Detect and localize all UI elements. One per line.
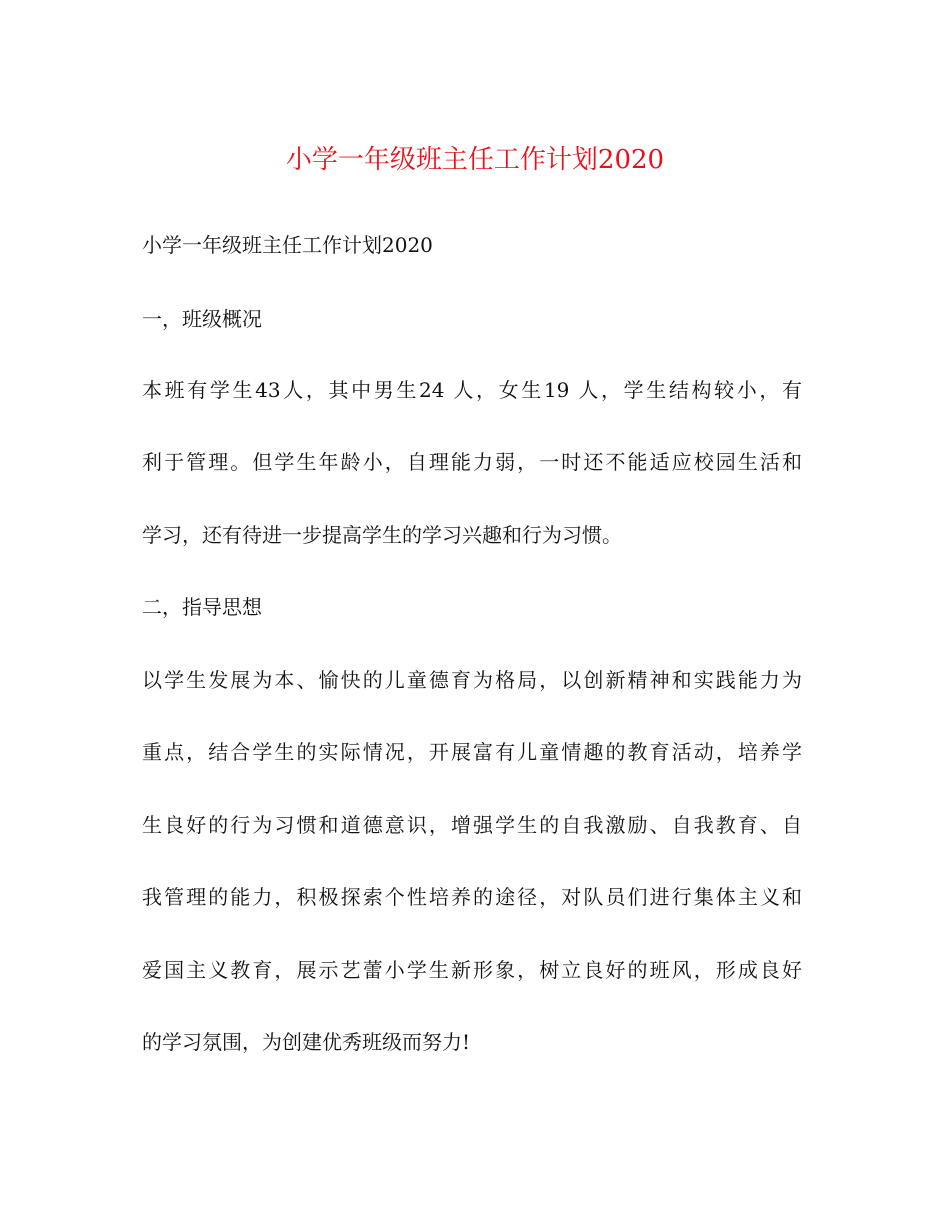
- section2-line: 生良好的行为习惯和道德意识，增强学生的自我激励、自我教育、自: [142, 813, 802, 837]
- section1-line: 本班有学生43人，其中男生24 人，女生19 人，学生结构较小，有: [142, 378, 802, 402]
- section-heading-guiding-idea: 二，指导思想: [142, 595, 262, 619]
- section2-line: 爱国主义教育，展示艺蕾小学生新形象，树立良好的班风，形成良好: [142, 958, 802, 982]
- section2-line: 的学习氛围，为创建优秀班级而努力!: [142, 1030, 471, 1054]
- section2-line: 重点，结合学生的实际情况，开展富有儿童情趣的教育活动，培养学: [142, 740, 802, 764]
- section2-line: 我管理的能力，积极探索个性培养的途径，对队员们进行集体主义和: [142, 885, 802, 909]
- document-title: 小学一年级班主任工作计划2020: [285, 145, 665, 175]
- section1-line: 学习，还有待进一步提高学生的学习兴趣和行为习惯。: [142, 523, 622, 547]
- section-heading-class-overview: 一，班级概况: [142, 307, 262, 331]
- document-subtitle: 小学一年级班主任工作计划2020: [142, 233, 433, 257]
- section2-line: 以学生发展为本、愉快的儿童德育为格局，以创新精神和实践能力为: [142, 668, 802, 692]
- section1-line: 利于管理。但学生年龄小，自理能力弱，一时还不能适应校园生活和: [142, 450, 802, 474]
